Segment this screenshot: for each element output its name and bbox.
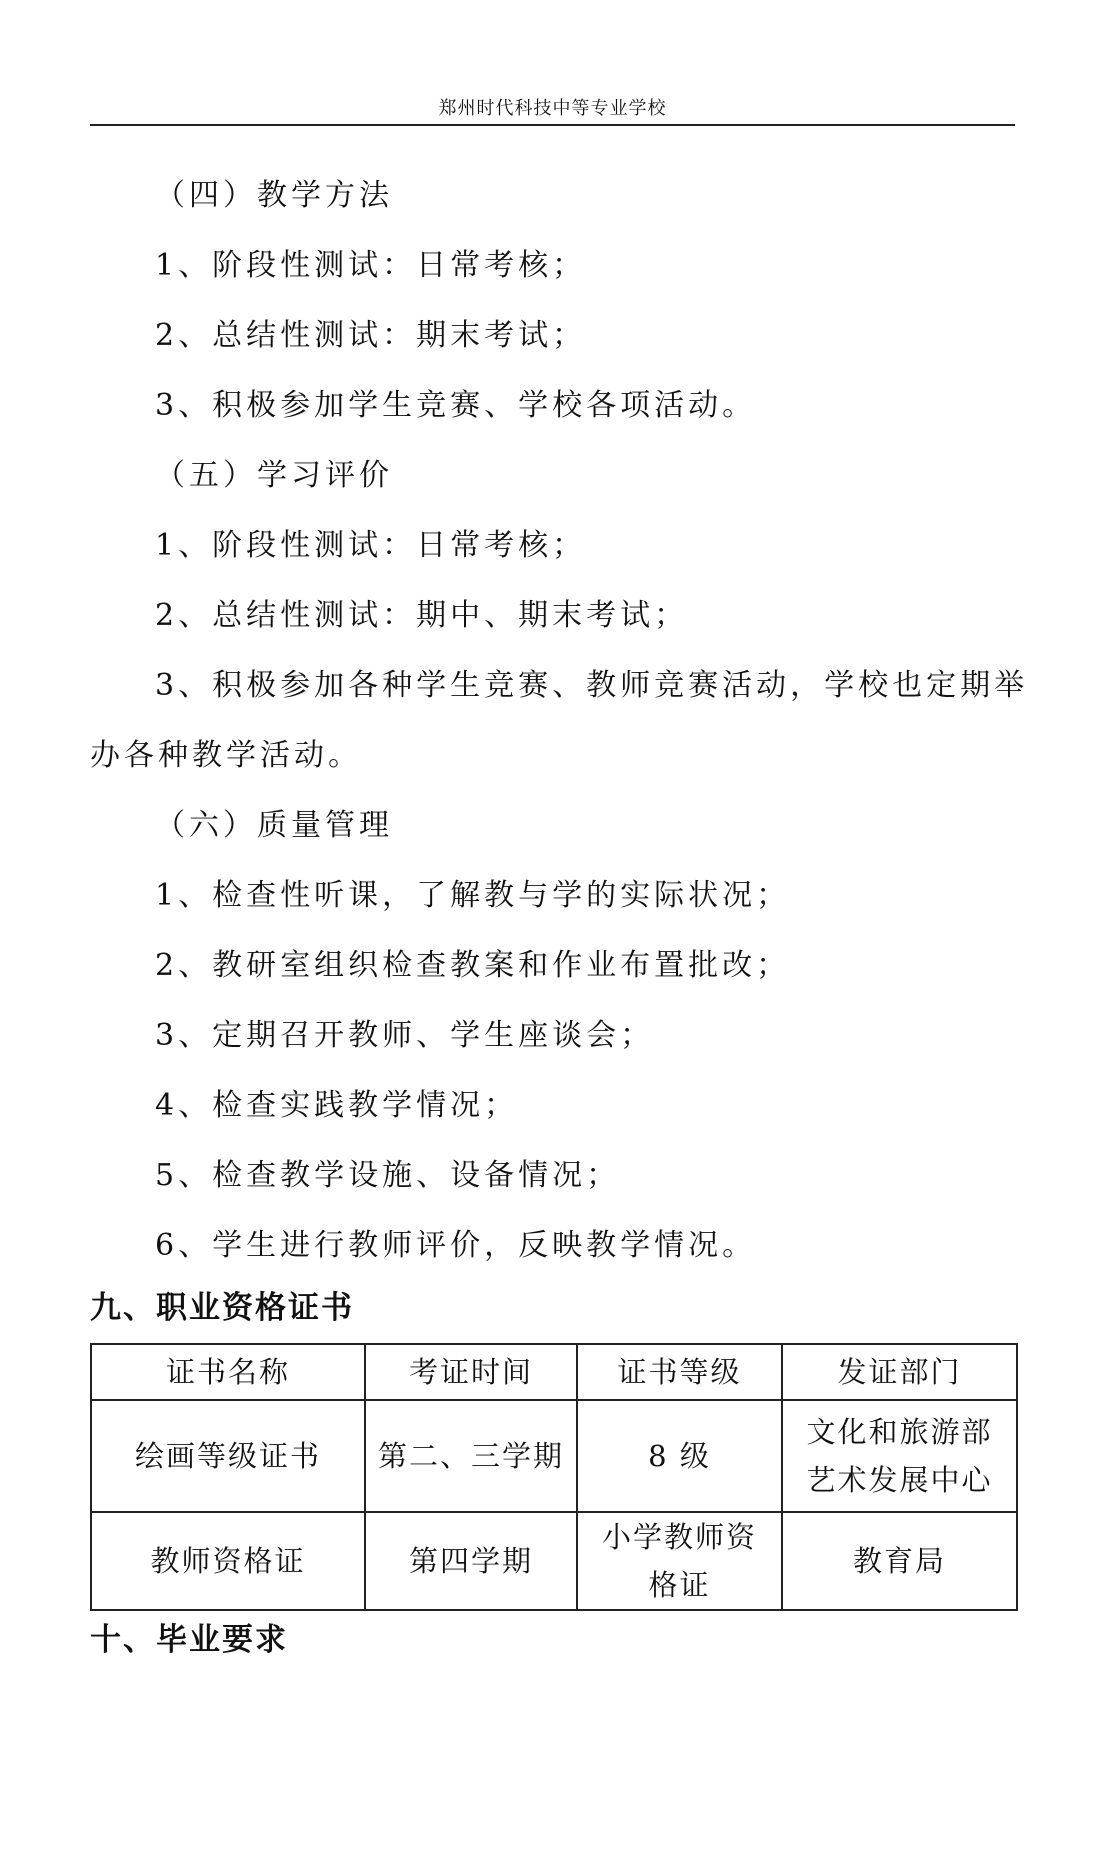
section-6-item-4: 4、检查实践教学情况； <box>155 1088 519 1123</box>
cell-cert-level: 8 级 <box>577 1400 782 1512</box>
section-4-title: （四）教学方法 <box>155 178 393 213</box>
cell-issuer: 教育局 <box>782 1512 1017 1610</box>
section-5-item-1: 1、阶段性测试：日常考核； <box>155 528 587 563</box>
section-6-item-2: 2、教研室组织检查教案和作业布置批改； <box>155 948 791 983</box>
section-5-item-2: 2、总结性测试：期中、期末考试； <box>155 598 689 633</box>
certificate-table <box>90 1343 1018 1611</box>
cell-issuer-line-2: 艺术发展中心 <box>806 1463 993 1497</box>
section-6-title: （六）质量管理 <box>155 808 393 843</box>
chapter-9-title: 九、职业资格证书 <box>90 1290 354 1326</box>
cell-cert-level <box>577 1512 782 1610</box>
section-4-item-2: 2、总结性测试：期末考试； <box>155 318 587 353</box>
chapter-10-title: 十、毕业要求 <box>90 1622 288 1658</box>
school-name: 郑州时代科技中等专业学校 <box>438 98 667 119</box>
section-6-item-3: 3、定期召开教师、学生座谈会； <box>155 1018 655 1053</box>
section-4-item-3: 3、积极参加学生竞赛、学校各项活动。 <box>155 388 757 423</box>
table-row <box>91 1400 1017 1512</box>
section-6-item-5: 5、检查教学设施、设备情况； <box>155 1158 621 1193</box>
cell-cert-level-line-2: 格证 <box>648 1568 711 1602</box>
table-header-row <box>91 1344 1017 1400</box>
section-5-item-3-cont: 办各种教学活动。 <box>90 738 362 773</box>
section-6-item-1: 1、检查性听课，了解教与学的实际状况； <box>155 878 791 913</box>
section-6-item-6: 6、学生进行教师评价，反映教学情况。 <box>155 1228 757 1263</box>
section-5-item-3: 3、积极参加各种学生竞赛、教师竞赛活动，学校也定期举 <box>155 668 1029 703</box>
cell-issuer-line-1: 文化和旅游部 <box>806 1415 993 1449</box>
page-header <box>90 88 1015 126</box>
header-cert-level: 证书等级 <box>577 1344 782 1400</box>
cell-cert-name: 教师资格证 <box>91 1512 365 1610</box>
section-5-title: （五）学习评价 <box>155 458 393 493</box>
cell-exam-time: 第四学期 <box>365 1512 577 1610</box>
header-issuer: 发证部门 <box>782 1344 1017 1400</box>
table-row <box>91 1512 1017 1610</box>
section-4-item-1: 1、阶段性测试：日常考核； <box>155 248 587 283</box>
header-exam-time: 考证时间 <box>365 1344 577 1400</box>
cell-issuer <box>782 1400 1017 1512</box>
cell-exam-time: 第二、三学期 <box>365 1400 577 1512</box>
header-cert-name: 证书名称 <box>91 1344 365 1400</box>
cell-cert-level-line-1: 小学教师资 <box>601 1520 757 1554</box>
cell-cert-name: 绘画等级证书 <box>91 1400 365 1512</box>
